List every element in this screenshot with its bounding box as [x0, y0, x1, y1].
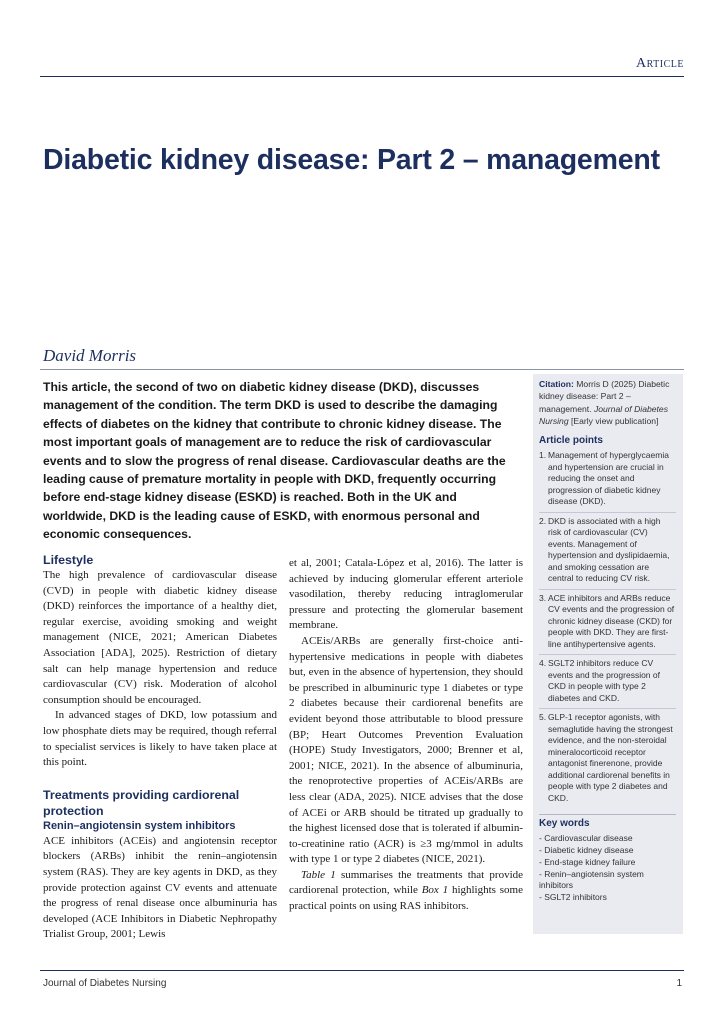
sidebar-panel: [533, 374, 683, 934]
article-point-number: 5.: [539, 712, 547, 723]
article-point: [539, 712, 676, 808]
article-point-text: GLP-1 receptor agonists, with semaglutide having the strongest evidence, and the non-steroidal mineralocorticoid receptor antagonist finerenone, provide additional cardiorenal benefits in people with type 2 diabetes and CKD.: [548, 712, 673, 803]
article-points-list: [539, 450, 676, 808]
body-paragraph: et al, 2001; Catala-López et al, 2016). The latter is achieved by inducing glomerular efferent arteriole vasodilation, thereby reducing intraglomerular pressure and protecting the glomerular basement membrane.: [289, 557, 523, 632]
citation-label: Citation:: [539, 379, 574, 389]
key-words-list: [539, 833, 676, 904]
body-paragraph: The high prevalence of cardiovascular disease (CVD) in people with diabetic kidney disease (DKD) reinforces the importance of a healthy diet, regular exercise, avoiding smoking and weight management (NICE, 2021; American Diabetes Association [ADA], 2025). Restriction of dietary salt can help manage hypertension and reduce cardiovascular (CV) risk. Moderation of alcohol consumption should be encouraged.: [43, 569, 277, 706]
citation: [539, 378, 676, 427]
body-column-1: [43, 552, 277, 943]
table-reference: Table 1: [301, 868, 336, 881]
spacer: [43, 771, 277, 787]
abstract: This article, the second of two on diabetic kidney disease (DKD), discusses management of the condition. The term DKD is used to describe the damaging effects of diabetes on the kidney that contribute to chronic kidney disease. The most important goals of management are to reduce the risk of cardiovascular events and to slow the progress of renal disease. Cardiovascular deaths are the leading cause of premature mortality in people with DKD, frequently occurring before end-stage kidney disease (ESKD) is reached. Both in the UK and worldwide, DKD is the leading cause of ESKD, with enormous personal and economic consequences.: [43, 380, 506, 542]
key-word: - Cardiovascular disease: [539, 833, 633, 844]
lifestyle-heading: Lifestyle: [43, 553, 94, 567]
key-word: - SGLT2 inhibitors: [539, 892, 607, 903]
article-point-number: 4.: [539, 658, 547, 669]
author-name: David Morris: [43, 346, 137, 365]
key-word: - Renin–angiotensin system inhibitors: [539, 868, 644, 891]
key-words-heading: Key words: [539, 818, 590, 830]
author-divider: [40, 369, 684, 370]
section-label: Article: [635, 56, 684, 71]
article-point-number: 3.: [539, 592, 547, 603]
citation-journal: Journal of Diabetes Nursing: [539, 403, 668, 426]
paragraph-text: summarises the treatments that provide cardiorenal protection, while: [289, 868, 524, 897]
key-word: - End-stage kidney failure: [539, 856, 636, 867]
article-point-text: SGLT2 inhibitors reduce CV events and the progression of CKD in people with type 2 diabetes and CKD.: [548, 658, 660, 703]
article-point: [539, 450, 676, 513]
article-point-text: ACE inhibitors and ARBs reduce CV events and the progression of chronic kidney disease (CKD) for people with DKD. They are first-line antihypertensive agents.: [548, 592, 675, 649]
sidebar-divider: [539, 814, 676, 815]
treatments-heading: Treatments providing cardiorenal protection: [43, 787, 240, 818]
key-word: - Diabetic kidney disease: [539, 844, 634, 855]
article-title: Diabetic kidney disease: Part 2 – management: [43, 144, 660, 176]
page-number: 1: [676, 978, 682, 989]
citation-suffix: [Early view publication]: [571, 415, 659, 426]
article-point: [539, 658, 676, 709]
body-paragraph: [289, 868, 523, 915]
body-paragraph: ACEis/ARBs are generally first-choice anti-hypertensive medications in people with diabetes but, even in the absence of hypertension, they should be prescribed in albuminuric type 1 diabetes or type 2 diabetes because their cardiorenal benefits are evident beyond those attributable to blood pressure (BP; Heart Outcomes Prevention Evaluation (HOPE) Study Investigators, 2000; Brenner et al, 2001; NICE, 2021). In the absence of albuminuria, the renoprotective properties of ACEis/ARBs are less clear (ADA, 2025). NICE advises that the dose of ACEi or ARB should be titrated up gradually to the highest licensed dose that is tolerated if albumin-to-creatinine ratio (ACR) is ≥3 mg/mmol in adults with type 1 or type 2 diabetes (NICE, 2021).: [289, 634, 523, 866]
paragraph-text: highlights some practical points on using RAS inhibitors.: [289, 884, 523, 913]
citation-text: Morris D (2025) Diabetic kidney disease: Part 2 – management.: [539, 379, 670, 414]
footer-journal-name: Journal of Diabetes Nursing: [43, 978, 167, 989]
body-paragraph: ACE inhibitors (ACEis) and angiotensin receptor blockers (ARBs) inhibit the renin–angiotensin system (RAS). They are key agents in DKD, as they provide protection against CV events and attenuate the progress of renal disease once albuminuria has developed (ACE Inhibitors in Diabetic Nephropathy Trialist Group, 2001; Lewis: [43, 834, 277, 941]
body-column-2: [289, 556, 523, 915]
article-point-text: Management of hyperglycaemia and hypertension are crucial in reducing the onset and progression of diabetic kidney disease (DKD).: [548, 450, 669, 507]
box-reference: Box 1: [421, 884, 449, 897]
article-points-heading: Article points: [539, 435, 603, 447]
body-paragraph: In advanced stages of DKD, low potassium and low phosphate diets may be required, though referral to specialist services is likely to have taken place at this point.: [43, 709, 277, 769]
article-point-number: 2.: [539, 515, 547, 526]
article-point: [539, 593, 676, 656]
article-point: [539, 516, 676, 590]
header-divider: [40, 76, 684, 77]
footer-divider: [40, 970, 684, 971]
article-point-text: DKD is associated with a high risk of cardiovascular (CV) events. Management of hypertension and dyslipidaemia, and smoking cessation are central to reducing CV risk.: [548, 515, 670, 584]
ras-subheading: Renin–angiotensin system inhibitors: [43, 819, 236, 832]
article-point-number: 1.: [539, 450, 547, 461]
